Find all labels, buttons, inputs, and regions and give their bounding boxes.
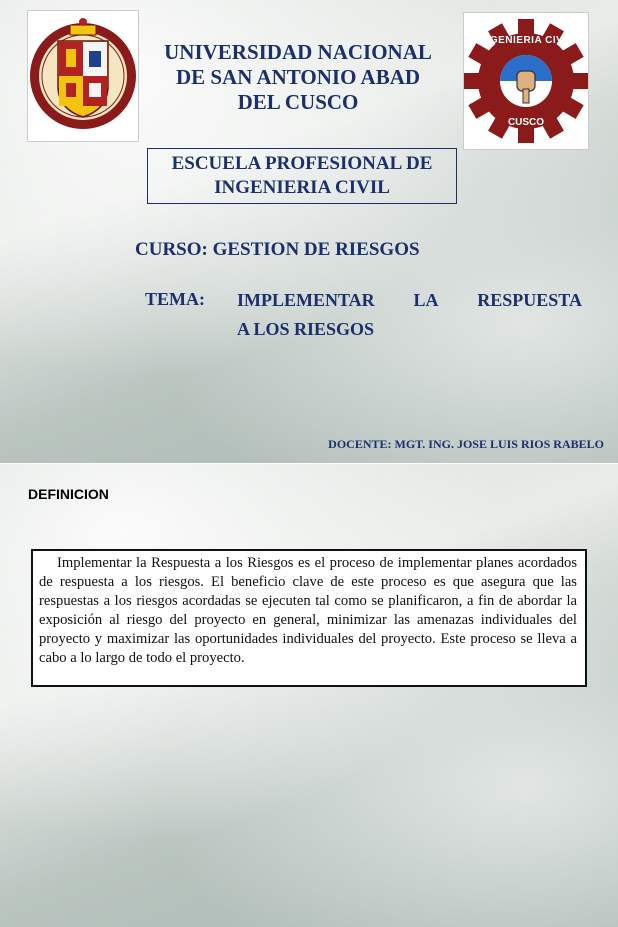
university-name-line-1: UNIVERSIDAD NACIONAL [164, 40, 432, 64]
ingenieria-civil-gear-icon [463, 12, 589, 150]
university-name-line-3: DEL CUSCO [237, 90, 359, 114]
topic-word: LA [413, 290, 439, 310]
definition-slide [0, 464, 618, 927]
definition-text-box: Implementar la Respuesta a los Riesgos es el proceso de implementar planes acordados de respuesta a los riesgos. El beneficio clave de este proceso es que asegura que las respuestas a los riesgos acordadas se ejecuten tal como se planificaron, a fin de abordar la exposición al riesgo del proyecto en general, minimizar las amenazas individuales del proyecto y maximizar las oportunidades individuales del proyecto. Este proceso se lleva a cabo a lo largo de todo el proyecto. [31, 549, 587, 687]
university-name [148, 40, 448, 115]
instructor-name: DOCENTE: MGT. ING. JOSE LUIS RIOS RABELO [328, 437, 604, 451]
logo-bottom-text: CUSCO [507, 117, 545, 128]
topic-line-1 [237, 286, 582, 315]
logo-top-text: INGENIERIA CIVIL [478, 35, 574, 46]
university-crest-icon [27, 10, 139, 142]
escuela-box [147, 148, 457, 204]
topic-label: TEMA: [145, 289, 205, 309]
definition-heading: DEFINICION [28, 486, 109, 502]
escuela-line-1: ESCUELA PROFESIONAL DE [171, 153, 433, 174]
course-title: CURSO: GESTION DE RIESGOS [135, 239, 420, 260]
university-name-line-2: DE SAN ANTONIO ABAD [175, 65, 421, 89]
topic-text [237, 286, 582, 344]
escuela-line-2: INGENIERIA CIVIL [214, 177, 390, 198]
title-slide [0, 0, 618, 463]
topic-line-2: A LOS RIESGOS [237, 319, 375, 339]
topic-word: RESPUESTA [477, 290, 582, 310]
topic-word: IMPLEMENTAR [237, 290, 375, 310]
